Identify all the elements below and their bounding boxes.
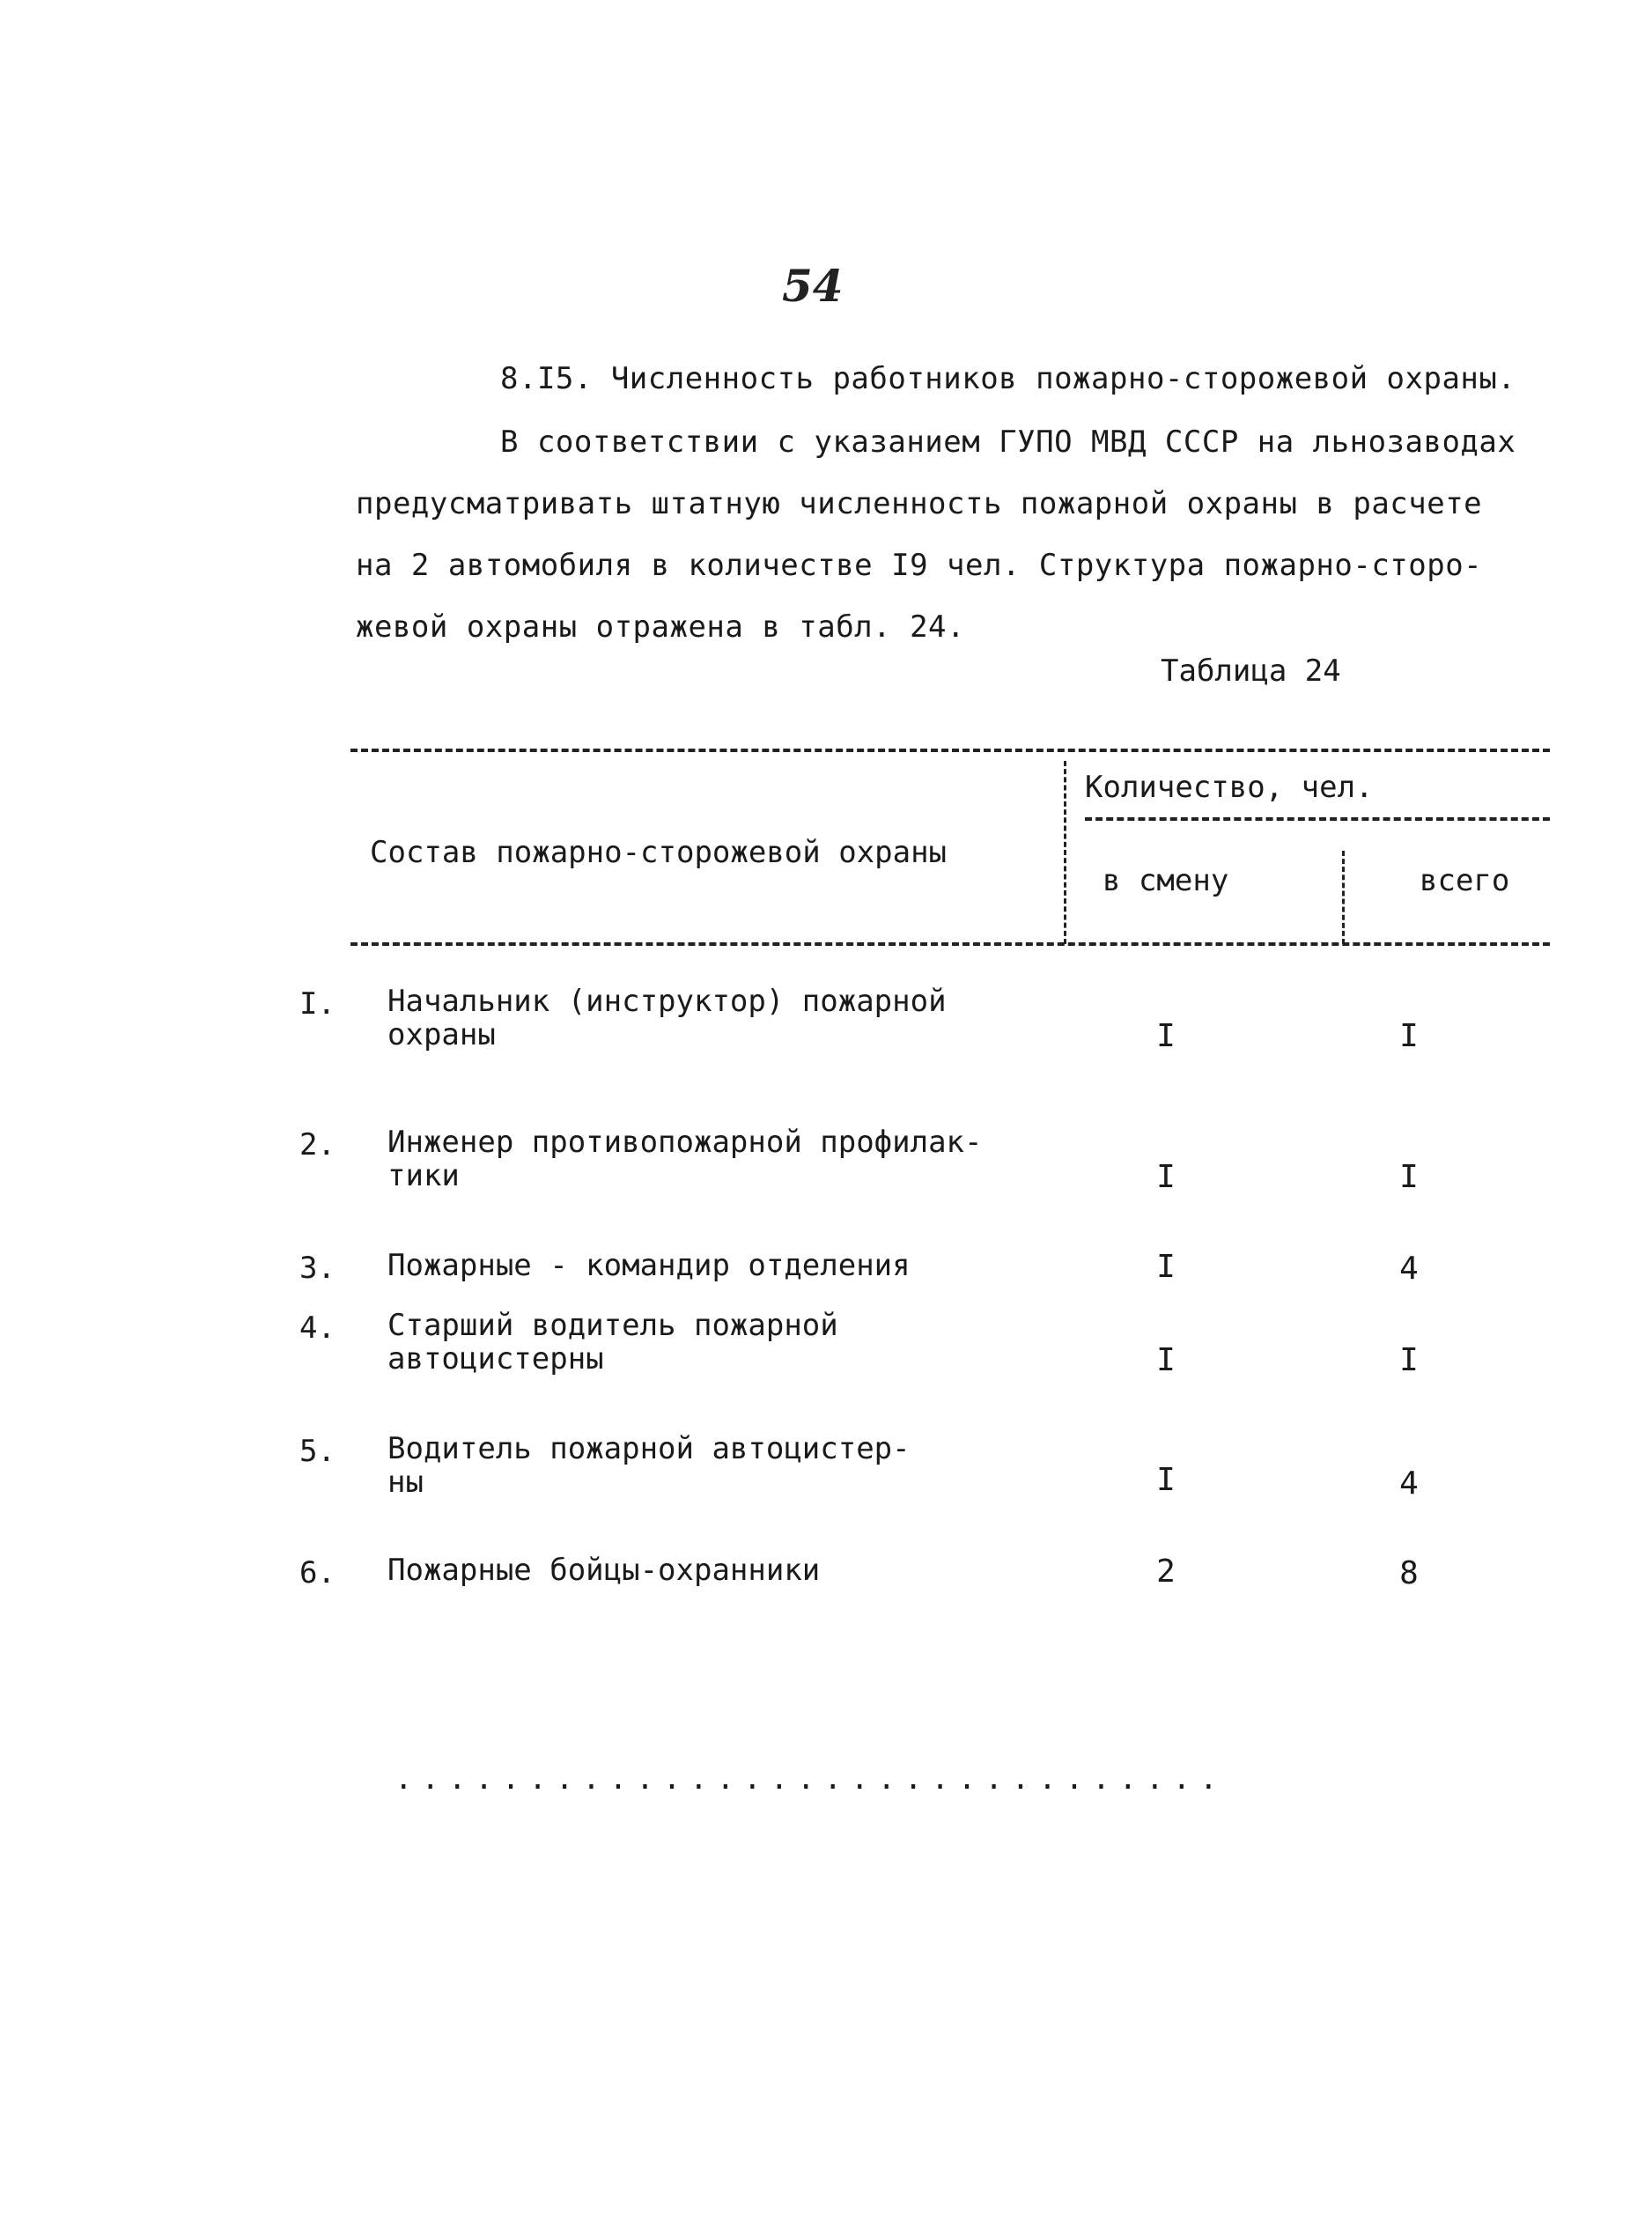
row-number: 2. (299, 1127, 336, 1162)
paragraph-line-1: 8.I5. Численность работников пожарно-сторожевой охраны. (500, 361, 1516, 396)
row-per-shift: I (1156, 1159, 1176, 1195)
row-per-shift: I (1156, 1018, 1176, 1054)
row-name: Инженер противопожарной профилак- (387, 1125, 983, 1160)
paragraph-line-4: на 2 автомобиля в количестве I9 чел. Структура пожарно-сторо- (356, 548, 1483, 583)
quantity-sub-rule (1085, 817, 1550, 821)
row-name: Старший водитель пожарной (387, 1308, 838, 1343)
table-top-rule (350, 749, 1550, 752)
paragraph-line-3: предусматривать штатную численность пожарной охраны в расчете (356, 486, 1483, 521)
row-total: I (1399, 1159, 1419, 1195)
row-number: 3. (299, 1251, 336, 1286)
row-total: 4 (1399, 1465, 1419, 1502)
ellipsis-line: ............................... (395, 1761, 1227, 1797)
row-total: 4 (1399, 1251, 1419, 1287)
row-per-shift: I (1156, 1342, 1176, 1378)
row-total: I (1399, 1018, 1419, 1054)
row-name: Пожарные - командир отделения (387, 1248, 911, 1283)
row-name-continued: тики (387, 1158, 460, 1193)
row-number: 4. (299, 1310, 336, 1346)
paragraph-line-5: жевой охраны отражена в табл. 24. (356, 609, 966, 645)
row-name: Пожарные бойцы-охранники (387, 1553, 821, 1588)
header-quantity: Количество, чел. (1085, 770, 1374, 805)
row-number: I. (299, 986, 336, 1022)
row-per-shift: 2 (1156, 1554, 1176, 1590)
header-bottom-rule (350, 942, 1550, 946)
column-divider-main (1064, 761, 1066, 944)
paragraph-line-2: В соответствии с указанием ГУПО МВД СССР на льнозаводах (500, 424, 1516, 460)
row-name: Начальник (инструктор) пожарной (387, 984, 947, 1019)
header-composition: Состав пожарно-сторожевой охраны (370, 835, 948, 870)
row-name-continued: охраны (387, 1017, 496, 1052)
row-per-shift: I (1156, 1249, 1176, 1285)
row-number: 6. (299, 1555, 336, 1591)
column-divider-sub (1342, 851, 1345, 944)
row-number: 5. (299, 1434, 336, 1469)
row-name-continued: автоцистерны (387, 1341, 604, 1377)
row-total: I (1399, 1342, 1419, 1378)
row-name-continued: ны (387, 1465, 424, 1500)
table-caption: Таблица 24 (1161, 653, 1341, 689)
row-total: 8 (1399, 1555, 1419, 1591)
row-per-shift: I (1156, 1462, 1176, 1498)
header-total: всего (1420, 863, 1510, 898)
header-per-shift: в смену (1103, 863, 1229, 898)
row-name: Водитель пожарной автоцистер- (387, 1431, 911, 1466)
page-number: 54 (782, 260, 844, 312)
